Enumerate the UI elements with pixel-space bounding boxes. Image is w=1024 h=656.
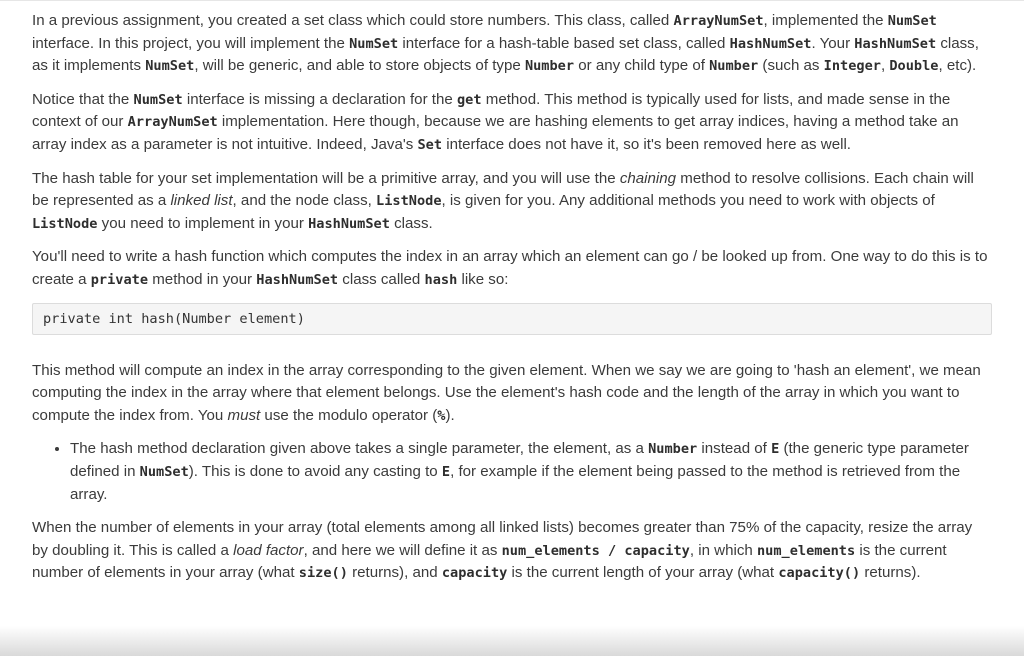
text: implementation. Here though, because we are hashing elements to get array indices, having a method take an array index as a parameter is not intuitive. Indeed, Java's [32,113,959,153]
text: The hash table for your set implementation will be a primitive array, and you will use the [32,169,620,187]
text: You'll need to write a hash function which computes the index in an array which an element can go / be looked up from. One way to do this is to create a [32,248,988,288]
code-block-hash-signature: private int hash(Number element) [32,303,992,335]
paragraph-load-factor [32,517,992,585]
text: In a previous assignment, you created a set class which could store numbers. This class, called [32,12,674,29]
text: interface for a hash-table based set class, called [398,34,730,52]
text: returns), and [347,564,442,582]
emphasis-linked-list: linked list [170,192,233,210]
text: This method will compute an index in the array corresponding to the given element. When we say we are going to 'hash an element', we mean computing the index in the array where that element belongs. Use the element's hash code and the length of the array in which you want to compute the index from. You [32,361,981,424]
code-integer: Integer [823,58,881,75]
emphasis-must: must [227,406,261,424]
code-hash: hash [424,271,458,288]
text: (such as [758,57,824,75]
top-divider [0,0,1024,1]
code-numset: NumSet [145,58,195,75]
text: , implemented the [763,12,888,29]
code-e: E [441,463,451,480]
code-size: size() [298,565,348,582]
text: When the number of elements in your array (total elements among all linked lists) becomes greater than 75% of the capacity, resize the array by doubling it. This is called a [32,519,973,559]
text: interface. In this project, you will implement the [32,34,350,52]
assignment-text [32,10,992,596]
text: , in which [689,541,757,559]
code-number: Number [709,58,759,75]
text: instead of [697,440,772,458]
text: . Your [811,34,855,52]
text: ). [445,406,455,424]
code-double: Double [889,58,939,75]
text: returns). [860,564,921,582]
text: class, as it implements [32,34,979,75]
text: or any child type of [574,57,710,75]
text: The hash method declaration given above takes a single parameter, the element, as a [70,440,649,458]
code-listnode: ListNode [376,193,442,210]
text: is the current number of elements in your array (what [32,541,947,582]
text: is the current length of your array (what [507,564,779,582]
code-number: Number [648,441,698,458]
code-modulo: % [437,407,446,424]
text: class. [389,214,433,232]
text: , and here we will define it as [303,541,502,559]
text: Notice that the [32,90,134,108]
code-capacity-call: capacity() [778,565,861,582]
paragraph-hash-explanation [32,360,992,428]
code-listnode: ListNode [32,215,98,232]
text: , etc). [938,57,977,75]
text: class called [338,270,425,288]
emphasis-chaining: chaining [619,169,677,187]
text: you need to implement in your [97,214,309,232]
text: , will be generic, and able to store objects of type [194,57,525,75]
code-hashnumset: HashNumSet [729,35,812,52]
bottom-fade-overlay [0,626,1024,656]
text: method to resolve collisions. Each chain will be represented as a [32,169,974,210]
code-number: Number [524,58,575,75]
code-numset: NumSet [133,91,183,108]
code-numset: NumSet [887,13,937,29]
text: use the modulo operator ( [260,406,438,424]
paragraph-get-method [32,89,992,157]
code-hashnumset: HashNumSet [256,271,339,288]
paragraph-hash-table [32,168,992,236]
text: , is given for you. Any additional methods you need to work with objects of [441,192,935,210]
list-item [70,438,992,506]
text: , [880,57,890,75]
code-num-elements: num_elements [756,542,856,559]
text: , for example if the element being passed to the method is retrieved from the array. [70,462,961,503]
emphasis-load-factor: load factor [233,541,304,559]
text: like so: [457,270,509,288]
code-hashnumset: HashNumSet [854,35,937,52]
text: (the generic type parameter defined in [70,440,969,480]
code-arraynumset: ArrayNumSet [673,13,764,29]
paragraph-intro [32,10,992,78]
text: interface is missing a declaration for the [182,90,457,108]
code-arraynumset: ArrayNumSet [127,114,218,131]
code-set: Set [417,136,443,153]
text: , and the node class, [232,192,377,210]
code-e: E [771,441,780,458]
paragraph-hash-function [32,246,992,291]
code-get: get [456,91,482,108]
text: method in your [148,270,257,288]
text: ). This is done to avoid any casting to [188,462,442,480]
text: method. This method is typically used for lists, and made sense in the context of our [32,90,951,131]
code-hashnumset: HashNumSet [308,215,390,232]
code-numset: NumSet [139,463,189,480]
code-load-formula: num_elements / capacity [501,542,690,559]
notes-list [32,438,992,506]
code-capacity: capacity [441,565,508,582]
code-private: private [90,271,149,288]
code-numset: NumSet [349,35,399,52]
text: interface does not have it, so it's been removed here as well. [442,135,851,153]
